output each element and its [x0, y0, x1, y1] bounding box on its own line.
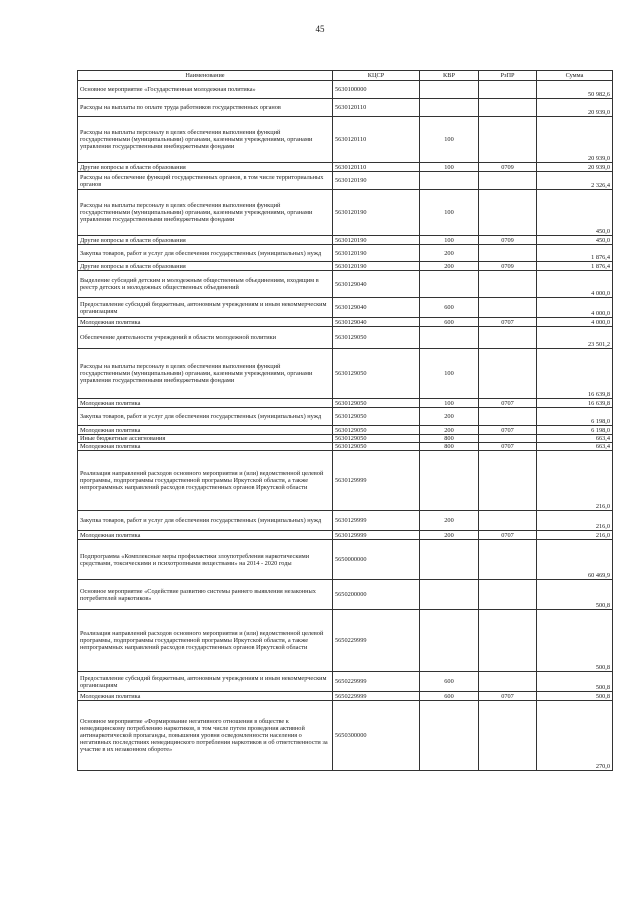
row-kcsr: 5630129040	[333, 298, 420, 318]
table-body	[78, 81, 613, 771]
row-name: Закупка товаров, работ и услуг для обеспечения государственных (муниципальных) нужд	[78, 408, 333, 426]
table-row	[78, 408, 613, 426]
row-sum: 1 876,4	[537, 262, 613, 271]
table-row	[78, 190, 613, 236]
row-kvr	[420, 99, 479, 117]
row-rzpr	[479, 117, 537, 163]
table-row	[78, 451, 613, 511]
row-rzpr: 0709	[479, 163, 537, 172]
table-row	[78, 81, 613, 99]
row-name: Молодежная политика	[78, 426, 333, 435]
header-kvr: КВР	[420, 71, 479, 81]
row-kcsr: 5630129050	[333, 435, 420, 443]
row-name: Реализация направлений расходов основного мероприятия и (или) ведомственной целевой программы, подпрограммы государственной программы Иркутской области, а также непрограммных направлений расходов государственных органов Иркутской области	[78, 451, 333, 511]
row-kcsr: 5630129040	[333, 318, 420, 327]
row-rzpr	[479, 408, 537, 426]
row-name: Расходы на выплаты персоналу в целях обеспечения выполнения функций государственными (муниципальными) органами, казенными учреждениями, органами управления государственными внебюджетными фондами	[78, 117, 333, 163]
table-row	[78, 610, 613, 672]
row-rzpr	[479, 435, 537, 443]
row-kcsr: 5630129999	[333, 451, 420, 511]
row-kcsr: 5630129999	[333, 511, 420, 531]
row-name: Закупка товаров, работ и услуг для обеспечения государственных (муниципальных) нужд	[78, 245, 333, 262]
table-row	[78, 262, 613, 271]
row-sum: 216,0	[537, 511, 613, 531]
table-row	[78, 99, 613, 117]
row-kcsr: 5630120190	[333, 236, 420, 245]
row-rzpr: 0707	[479, 399, 537, 408]
row-kcsr: 5630129050	[333, 426, 420, 435]
row-sum: 16 639,8	[537, 399, 613, 408]
table-row	[78, 435, 613, 443]
row-kvr: 600	[420, 692, 479, 701]
header-rzpr: РзПР	[479, 71, 537, 81]
row-kcsr: 5630129050	[333, 327, 420, 349]
row-rzpr	[479, 81, 537, 99]
row-kcsr: 5630120190	[333, 190, 420, 236]
row-kcsr: 5630129999	[333, 531, 420, 540]
row-rzpr	[479, 610, 537, 672]
row-rzpr	[479, 190, 537, 236]
row-name: Другие вопросы в области образования	[78, 163, 333, 172]
row-sum: 20 939,0	[537, 163, 613, 172]
row-name: Обеспечение деятельности учреждений в области молодежной политики	[78, 327, 333, 349]
row-kcsr: 5630120110	[333, 99, 420, 117]
row-sum: 16 639,8	[537, 349, 613, 399]
table-row	[78, 318, 613, 327]
row-kcsr: 5630129050	[333, 399, 420, 408]
row-sum: 450,0	[537, 236, 613, 245]
row-name: Молодежная политика	[78, 399, 333, 408]
row-kvr	[420, 540, 479, 580]
row-rzpr	[479, 172, 537, 190]
row-kvr: 200	[420, 426, 479, 435]
row-name: Выделение субсидий детским и молодежным общественным объединениям, входящим в реестр детских и молодежных общественных объединений	[78, 271, 333, 298]
row-name: Основное мероприятие «Содействие развитию системы раннего выявления незаконных потребителей наркотиков»	[78, 580, 333, 610]
row-kvr	[420, 327, 479, 349]
row-rzpr: 0707	[479, 692, 537, 701]
table-row	[78, 163, 613, 172]
row-rzpr: 0707	[479, 318, 537, 327]
row-kvr: 200	[420, 262, 479, 271]
row-sum: 270,0	[537, 701, 613, 771]
row-sum: 60 469,9	[537, 540, 613, 580]
table-row	[78, 298, 613, 318]
row-rzpr	[479, 701, 537, 771]
row-sum: 2 326,4	[537, 172, 613, 190]
row-sum: 216,0	[537, 531, 613, 540]
row-kvr	[420, 271, 479, 298]
row-kcsr: 5630129050	[333, 408, 420, 426]
row-kcsr: 5630120110	[333, 163, 420, 172]
row-sum: 4 000,0	[537, 271, 613, 298]
row-kcsr: 5630129050	[333, 443, 420, 451]
row-name: Реализация направлений расходов основного мероприятия и (или) ведомственной целевой программы, подпрограммы государственной программы Иркутской области, а также непрограммных направлений расходов государственных органов Иркутской области	[78, 610, 333, 672]
row-sum: 20 939,0	[537, 99, 613, 117]
budget-table	[77, 70, 613, 771]
table-row	[78, 443, 613, 451]
table-row	[78, 692, 613, 701]
row-name: Предоставление субсидий бюджетным, автономным учреждениям и иным некоммерческим организациям	[78, 672, 333, 692]
row-kvr: 200	[420, 531, 479, 540]
row-name: Основное мероприятие «Формирование негативного отношения в обществе к немедицинскому потреблению наркотиков, в том числе путем проведения активной антинаркотической пропаганды, повышения уровня осведомленности населения о негативных последствиях немедицинского потребления наркотиков и об ответственности за участие в их незаконном обороте»	[78, 701, 333, 771]
row-rzpr: 0707	[479, 531, 537, 540]
table-row	[78, 399, 613, 408]
row-sum: 23 501,2	[537, 327, 613, 349]
table-header-row	[78, 71, 613, 81]
row-name: Расходы на выплаты персоналу в целях обеспечения выполнения функций государственными (муниципальными) органами, казенными учреждениями, органами управления государственными внебюджетными фондами	[78, 190, 333, 236]
table-row	[78, 172, 613, 190]
row-kcsr: 5650229999	[333, 610, 420, 672]
row-kvr: 600	[420, 672, 479, 692]
row-sum: 450,0	[537, 190, 613, 236]
table-row	[78, 236, 613, 245]
table-row	[78, 511, 613, 531]
row-name: Расходы на обеспечение функций государственных органов, в том числе территориальных органов	[78, 172, 333, 190]
row-kcsr: 5630100000	[333, 81, 420, 99]
row-kvr	[420, 172, 479, 190]
row-rzpr: 0707	[479, 443, 537, 451]
row-kcsr: 5650229999	[333, 672, 420, 692]
row-sum: 4 000,0	[537, 318, 613, 327]
table-row	[78, 672, 613, 692]
row-name: Молодежная политика	[78, 531, 333, 540]
row-kvr: 100	[420, 399, 479, 408]
row-rzpr: 0709	[479, 236, 537, 245]
row-kvr: 200	[420, 408, 479, 426]
row-kvr	[420, 81, 479, 99]
table-row	[78, 349, 613, 399]
row-sum: 500,8	[537, 580, 613, 610]
row-rzpr	[479, 580, 537, 610]
row-kvr: 800	[420, 435, 479, 443]
row-kvr: 600	[420, 298, 479, 318]
table-row	[78, 531, 613, 540]
row-kvr	[420, 451, 479, 511]
row-kvr	[420, 701, 479, 771]
row-sum: 500,8	[537, 672, 613, 692]
row-kcsr: 5650000000	[333, 540, 420, 580]
row-kvr: 100	[420, 236, 479, 245]
table-row	[78, 701, 613, 771]
row-kvr	[420, 610, 479, 672]
row-name: Предоставление субсидий бюджетным, автономным учреждениям и иным некоммерческим организациям	[78, 298, 333, 318]
row-sum: 4 000,0	[537, 298, 613, 318]
row-name: Расходы на выплаты по оплате труда работников государственных органов	[78, 99, 333, 117]
table-row	[78, 271, 613, 298]
row-kvr: 100	[420, 117, 479, 163]
row-kcsr: 5650200000	[333, 580, 420, 610]
row-rzpr	[479, 327, 537, 349]
row-sum: 6 198,0	[537, 408, 613, 426]
row-name: Расходы на выплаты персоналу в целях обеспечения выполнения функций государственными (муниципальными) органами, казенными учреждениями, органами управления государственными внебюджетными фондами	[78, 349, 333, 399]
row-name: Молодежная политика	[78, 443, 333, 451]
row-kvr: 100	[420, 163, 479, 172]
header-name: Наименование	[78, 71, 333, 81]
row-sum: 216,0	[537, 451, 613, 511]
row-kvr	[420, 580, 479, 610]
row-rzpr	[479, 672, 537, 692]
row-rzpr: 0709	[479, 262, 537, 271]
row-kcsr: 5630120190	[333, 262, 420, 271]
row-sum: 1 876,4	[537, 245, 613, 262]
row-rzpr	[479, 451, 537, 511]
table-row	[78, 580, 613, 610]
table-row	[78, 245, 613, 262]
header-sum: Сумма	[537, 71, 613, 81]
table-row	[78, 327, 613, 349]
row-name: Другие вопросы в области образования	[78, 236, 333, 245]
row-kcsr: 5650300000	[333, 701, 420, 771]
row-kcsr: 5630120110	[333, 117, 420, 163]
row-name: Молодежная политика	[78, 318, 333, 327]
row-rzpr	[479, 540, 537, 580]
table-row	[78, 540, 613, 580]
row-rzpr: 0707	[479, 426, 537, 435]
table-row	[78, 117, 613, 163]
row-rzpr	[479, 298, 537, 318]
row-kvr: 800	[420, 443, 479, 451]
row-kcsr: 5630129050	[333, 349, 420, 399]
row-kcsr: 5630120190	[333, 172, 420, 190]
row-rzpr	[479, 245, 537, 262]
page-number: 45	[315, 24, 325, 34]
row-kcsr: 5650229999	[333, 692, 420, 701]
row-name: Молодежная политика	[78, 692, 333, 701]
row-sum: 6 198,0	[537, 426, 613, 435]
row-kcsr: 5630129040	[333, 271, 420, 298]
row-sum: 663,4	[537, 443, 613, 451]
row-rzpr	[479, 99, 537, 117]
header-kcsr: КЦСР	[333, 71, 420, 81]
row-rzpr	[479, 271, 537, 298]
row-sum: 663,4	[537, 435, 613, 443]
row-name: Другие вопросы в области образования	[78, 262, 333, 271]
row-kvr: 600	[420, 318, 479, 327]
row-rzpr	[479, 511, 537, 531]
row-sum: 500,8	[537, 610, 613, 672]
table-row	[78, 426, 613, 435]
row-kvr: 200	[420, 245, 479, 262]
row-kcsr: 5630120190	[333, 245, 420, 262]
row-kvr: 200	[420, 511, 479, 531]
row-name: Основное мероприятие «Государственная молодежная политика»	[78, 81, 333, 99]
row-name: Закупка товаров, работ и услуг для обеспечения государственных (муниципальных) нужд	[78, 511, 333, 531]
row-kvr: 100	[420, 349, 479, 399]
row-kvr: 100	[420, 190, 479, 236]
row-name: Подпрограмма «Комплексные меры профилактики злоупотребления наркотическими средствами, токсическими и психотропными веществами» на 2014 - 2020 годы	[78, 540, 333, 580]
row-sum: 500,8	[537, 692, 613, 701]
row-rzpr	[479, 349, 537, 399]
row-sum: 20 939,0	[537, 117, 613, 163]
row-name: Иные бюджетные ассигнования	[78, 435, 333, 443]
row-sum: 50 982,6	[537, 81, 613, 99]
